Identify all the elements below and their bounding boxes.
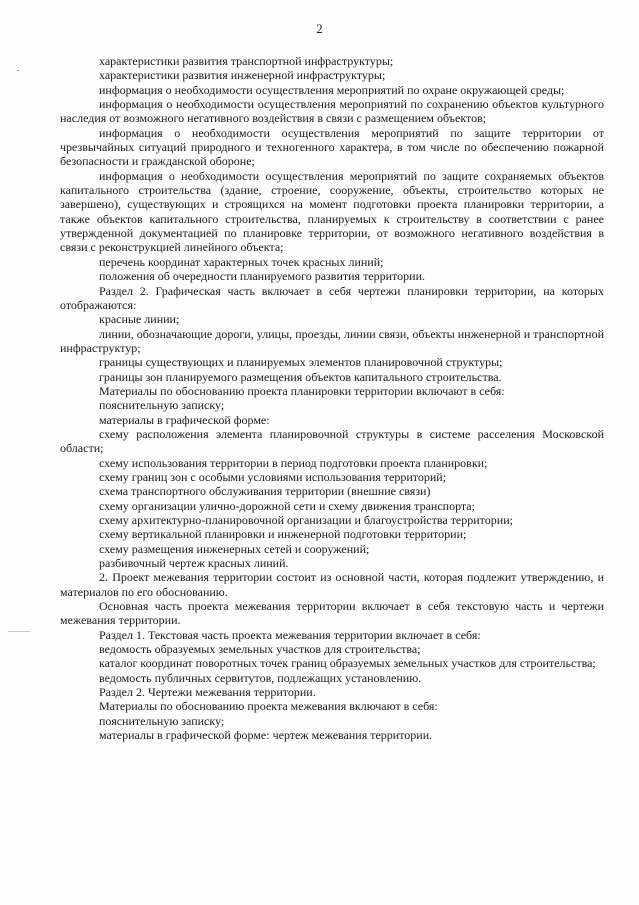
paragraph: материалы в графической форме: — [99, 412, 270, 427]
paragraph: перечень координат характерных точек красных линий; — [99, 254, 384, 269]
scan-artifact — [17, 70, 19, 71]
paragraph: границы зон планируемого размещения объектов капитального строительства. — [99, 369, 502, 384]
paragraph: информация о необходимости осуществления мероприятий по сохранению объектов культурного наследия от возможного негативного воздействия в связи с размещением объектов; — [60, 97, 604, 126]
paragraph: красные линии; — [99, 312, 180, 327]
paragraph: Основная часть проекта межевания территории включает в себя текстовую часть и чертежи межевания территории. — [60, 599, 604, 628]
paragraph: схему границ зон с особыми условиями использования территорий; — [99, 469, 447, 484]
paragraph: характеристики развития инженерной инфраструктуры; — [99, 68, 386, 83]
document-body — [60, 54, 604, 743]
paragraph: информация о необходимости осуществления мероприятий по охране окружающей среды; — [99, 82, 565, 97]
paragraph: Раздел 2. Чертежи межевания территории. — [99, 685, 316, 700]
section-heading-paragraph: 2. Проект межевания территории состоит из основной части, которая подлежит утверждению, и материалов по его обоснованию. — [60, 570, 604, 599]
paragraph: материалы в графической форме: чертеж межевания территории. — [99, 728, 433, 743]
paragraph: схему архитектурно-планировочной организации и благоустройства территории; — [99, 513, 513, 527]
paragraph: Материалы по обоснованию проекта планировки территории включают в себя: — [99, 383, 505, 398]
paragraph: схему расположения элемента планировочной структуры в системе расселения Московской области; — [60, 426, 604, 456]
paragraph: информация о необходимости осуществления мероприятий по защите сохраняемых объектов капитального строительства (здание, строение, сооружение, объекты, строительство которых не завершено), существующих и строящихся на момент подготовки проекта планировки территории, а также объектов капитального строительства, планируемых к строительству в соответствии с ранее утвержденной документацией по планировке территории, от возможного негативного воздействия в связи с реконструкцией линейного объекта; — [60, 168, 604, 255]
paragraph: положения об очередности планируемого развития территории. — [99, 269, 425, 284]
section-heading-paragraph: Раздел 2. Графическая часть включает в себя чертежи планировки территории, на которых отображаются: — [60, 283, 604, 312]
page-number: 2 — [316, 22, 323, 36]
paragraph: границы существующих и планируемых элементов планировочной структуры; — [99, 355, 503, 370]
scan-artifact — [8, 631, 30, 632]
paragraph: схему размещения инженерных сетей и сооружений; — [99, 541, 370, 556]
paragraph: пояснительную записку; — [99, 713, 225, 728]
paragraph: Материалы по обоснованию проекта межевания включают в себя: — [99, 699, 438, 714]
paragraph: схему вертикальной планировки и инженерной подготовки территории; — [99, 527, 467, 542]
paragraph: схему использования территории в период подготовки проекта планировки; — [99, 455, 488, 470]
paragraph: информация о необходимости осуществления мероприятий по защите территории от чрезвычайных ситуаций природного и техногенного характера, в том числе по обеспечению пожарной безопасности и гражданской обороне; — [60, 125, 604, 169]
paragraph: схема транспортного обслуживания территории (внешние связи) — [99, 484, 431, 499]
paragraph: ведомость публичных сервитутов, подлежащих установлению. — [99, 670, 422, 685]
paragraph: каталог координат поворотных точек границ образуемых земельных участков для строительства; — [99, 656, 596, 671]
paragraph: пояснительную записку; — [99, 398, 225, 413]
paragraph: ведомость образуемых земельных участков для строительства; — [99, 642, 421, 657]
paragraph: характеристики развития транспортной инфраструктуры; — [99, 54, 394, 68]
paragraph: схему организации улично-дорожной сети и схему движения транспорта; — [99, 498, 475, 513]
paragraph: линии, обозначающие дороги, улицы, проезды, линии связи, объекты инженерной и транспортной инфраструктур; — [60, 326, 604, 355]
paragraph: Раздел 1. Текстовая часть проекта межевания территории включает в себя: — [99, 627, 481, 642]
paragraph: разбивочный чертеж красных линий. — [99, 556, 289, 571]
